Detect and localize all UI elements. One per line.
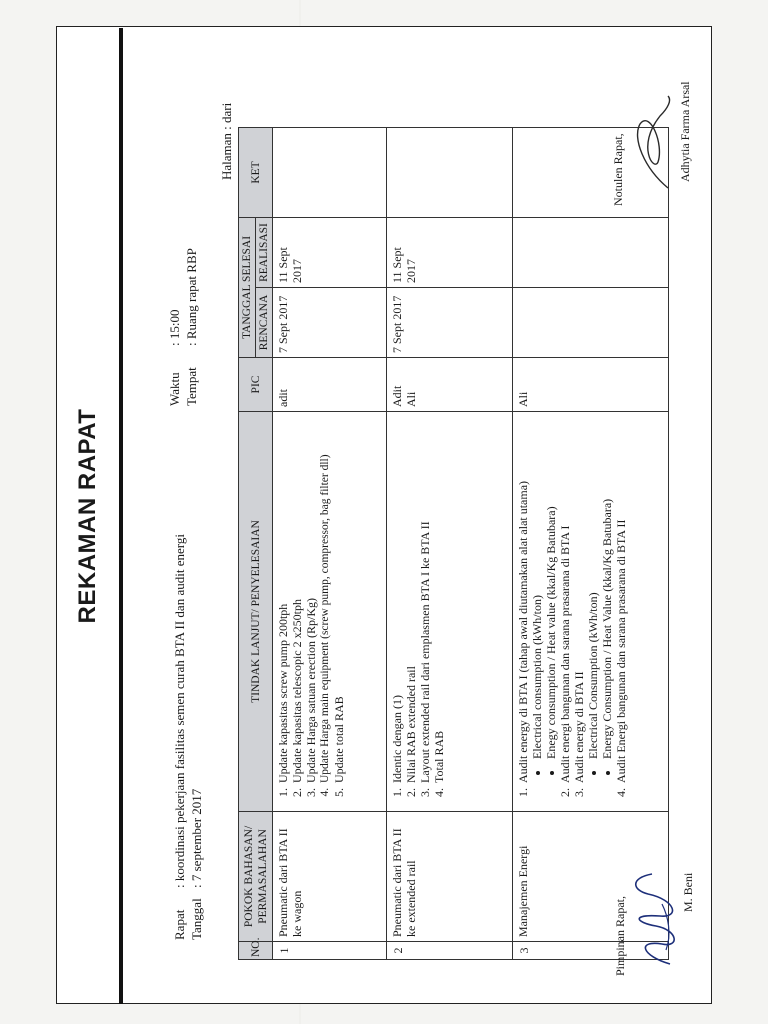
row-realisasi (513, 217, 669, 287)
row-pokok: Pneumatic dari BTA II ke extended rail (387, 812, 513, 942)
row-pic: Ali (513, 358, 669, 412)
list-item: 1. Identic dengan (1) (390, 416, 404, 785)
row-rencana: 7 Sept 2017 (387, 288, 513, 358)
table-row (513, 127, 669, 959)
list-item: 4. Total RAB (432, 416, 446, 785)
meeting-meta-right (166, 248, 200, 406)
row-pokok: Pneumatic dari BTA II ke wagon (273, 812, 387, 942)
row-ket (273, 127, 387, 217)
notulen-signature-role: Notulen Rapat, (611, 133, 625, 206)
row-no: 1 (273, 942, 387, 960)
table-row (273, 127, 387, 959)
title-band (56, 28, 123, 1004)
leader-name: M. Beni (681, 872, 695, 912)
list-item: 5. Update total RAB (332, 416, 346, 785)
row-no: 2 (387, 942, 513, 960)
header-rencana: RENCANA (256, 288, 273, 358)
row-pokok: Manajemen Energi (513, 812, 669, 942)
tanggal-label: Tanggal (189, 898, 204, 940)
list-item: 3. Update Harga satuan erection (Rp/Kg) (304, 416, 318, 785)
audit-item-1: Audit energy di BTA I (tahap awal diutamakan alat alat utama) (516, 480, 530, 783)
page-title: REKAMAN RAPAT (73, 408, 101, 624)
header-pokok-bahasan: POKOK BAHASAN/ PERMASALAHAN (239, 812, 273, 942)
row-tindak (513, 412, 669, 812)
rapat-value: : koordinasi pekerjaan fasilitas semen curah BTA II dan audit energi (172, 534, 187, 888)
list-item: 2. Audit energi bangunan dan sarana prasarana di BTA I (558, 416, 572, 785)
list-item: 4. Update Harga main equipment (screw pump, compressor, bag filter dll) (318, 416, 332, 785)
header-tanggal-selesai: TANGGAL SELESAI (239, 217, 256, 357)
list-item (516, 416, 558, 785)
row-tindak (387, 412, 513, 812)
header-ket: KET (239, 127, 273, 217)
bullet-item: • Electrical Consumption (kWh/ton) (586, 416, 600, 761)
list-item: 2. Update kapasitas telescopic 2 x250tph (290, 416, 304, 785)
notulen-name: Adhytia Farma Arsal (678, 81, 692, 182)
list-item: 3. Layout extended rail dari emplasmen BTA I ke BTA II (418, 416, 432, 785)
minutes-table (238, 127, 669, 960)
page-number: Halaman : dari (219, 102, 234, 180)
header-tindak-lanjut: TINDAK LANJUT/ PENYELESAIAN (239, 412, 273, 812)
notulen-signature-icon (624, 88, 680, 208)
audit-item-3: Audit energy di BTA II (572, 671, 586, 783)
table-row (387, 127, 513, 959)
row-realisasi: 11 Sept 2017 (387, 217, 513, 287)
tempat-label: Tempat (184, 367, 199, 406)
meeting-record-page (56, 26, 712, 1004)
header-no: NO. (239, 942, 273, 960)
bullet-item: • Electrical consumption (kWh/ton) (530, 416, 544, 761)
list-item (572, 416, 614, 785)
row-no: 3 (513, 942, 669, 960)
waktu-value: : 15:00 (167, 309, 182, 346)
row-pic: Adit Ali (387, 358, 513, 412)
row-rencana: 7 Sept 2017 (273, 288, 387, 358)
list-item: 4. Audit Energi bangunan dan sarana prasarana di BTA II (614, 416, 628, 785)
row-pic: adit (273, 358, 387, 412)
meeting-meta-left (171, 534, 205, 940)
bullet-item: • Enegy consumption / Heat value (kkal/Kg Batubara) (544, 416, 558, 761)
tempat-value: : Ruang rapat RBP (184, 248, 199, 346)
waktu-label: Waktu (167, 372, 182, 406)
leader-signature-role: Pimpinan Rapat, (613, 896, 627, 976)
list-item: 2. Nilai RAB extended rail (404, 416, 418, 785)
row-tindak (273, 412, 387, 812)
tanggal-value: : 7 september 2017 (189, 788, 204, 888)
header-realisasi: REALISASI (256, 217, 273, 287)
header-pic: PIC (239, 358, 273, 412)
bullet-item: • Energy Consumption / Heat Value (kkal/Kg Batubara) (600, 416, 614, 761)
list-item: 1. Update kapasitas screw pump 200tph (276, 416, 290, 785)
rapat-label: Rapat (172, 909, 187, 940)
row-ket (387, 127, 513, 217)
row-rencana (513, 288, 669, 358)
leader-signature-icon (622, 854, 684, 974)
row-realisasi: 11 Sept 2017 (273, 217, 387, 287)
